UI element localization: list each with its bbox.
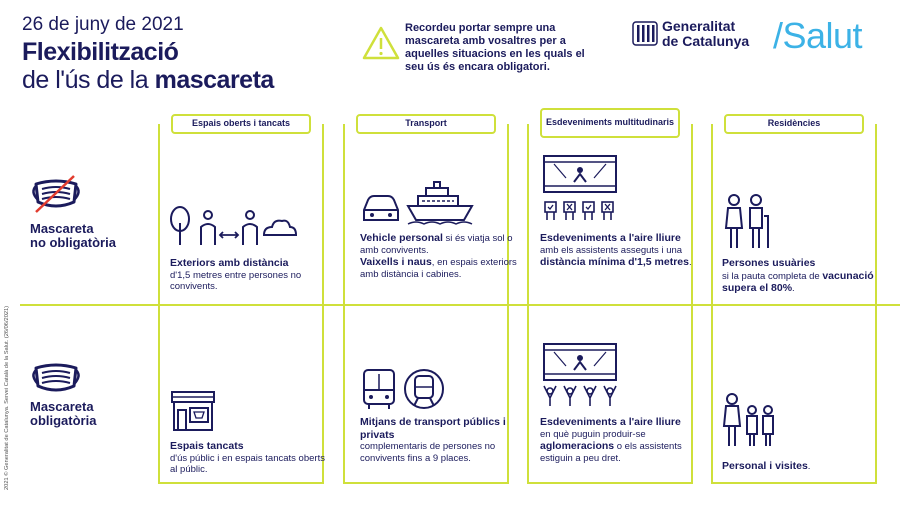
staff-visitors-icon (722, 392, 778, 448)
page-title-line2: de l'ús de la mascareta (22, 66, 274, 94)
notice-text: Recordeu portar sempre una mascareta amb vosaltres per a aquelles situacions en les quals el seu ús és encara obligatori. (405, 22, 585, 73)
column-header-transport: Transport (356, 114, 496, 134)
generalitat-logo-icon (632, 19, 658, 47)
salut-logo: /Salut (773, 15, 863, 56)
copyright: 2021 © Generalitat de Catalunya. Servei Català de la Salut. (26/06/2021) (4, 305, 10, 490)
cell-indoor: Espais tancats d'ús públic i en espais tancats oberts al públic. (170, 440, 325, 475)
cell-public-transport: Mitjans de transport públics i privats complementaris de persones no convivents fins a 9 places. (360, 416, 506, 464)
elderly-people-icon (722, 192, 772, 250)
row-label-obligatoria: Mascareta obligatòria (30, 399, 97, 429)
stage-seated-icon (540, 152, 620, 222)
bus-train-icon (362, 368, 447, 410)
column-header-residencies: Residències (724, 114, 864, 134)
cell-outdoor-events-crowd: Esdeveniments a l'aire lliure en què puguin produir-se aglomeracions o els assistents estiguin a peu dret. (540, 416, 682, 464)
column-header-esdeveniments: Esdeveniments multitudinaris (540, 108, 680, 138)
stage-crowd-icon (540, 340, 620, 408)
row-label-no-obligatoria: Mascareta no obligatòria (30, 221, 116, 251)
cell-staff-visitors: Personal i visites. (722, 460, 811, 472)
cell-residents: Persones usuàries si la pauta completa de vacunació supera el 80%. (722, 257, 874, 295)
generalitat-logo-text: Generalitat de Catalunya (662, 18, 750, 50)
mask-icon (28, 360, 84, 396)
cell-outdoor-events-seated: Esdeveniments a l'aire lliure amb els assistents asseguts i una distància mínima d'1,5 metres. (540, 232, 692, 268)
page-title-line1: Flexibilització (22, 38, 179, 66)
cell-vehicle: Vehicle personal si és viatja sol o amb convivents. Vaixells i naus, en espais exteriors amb distància i cabines. (360, 232, 517, 280)
outdoor-distance-icon (168, 205, 298, 247)
column-header-espais: Espais oberts i tancats (171, 114, 311, 134)
date: 26 de juny de 2021 (22, 14, 184, 35)
car-ship-icon (360, 180, 475, 225)
shop-icon (170, 388, 216, 432)
cell-exteriors: Exteriors amb distància d'1,5 metres entre persones no convivents. (170, 257, 302, 292)
warning-icon (362, 26, 400, 60)
mask-crossed-icon (28, 172, 84, 216)
